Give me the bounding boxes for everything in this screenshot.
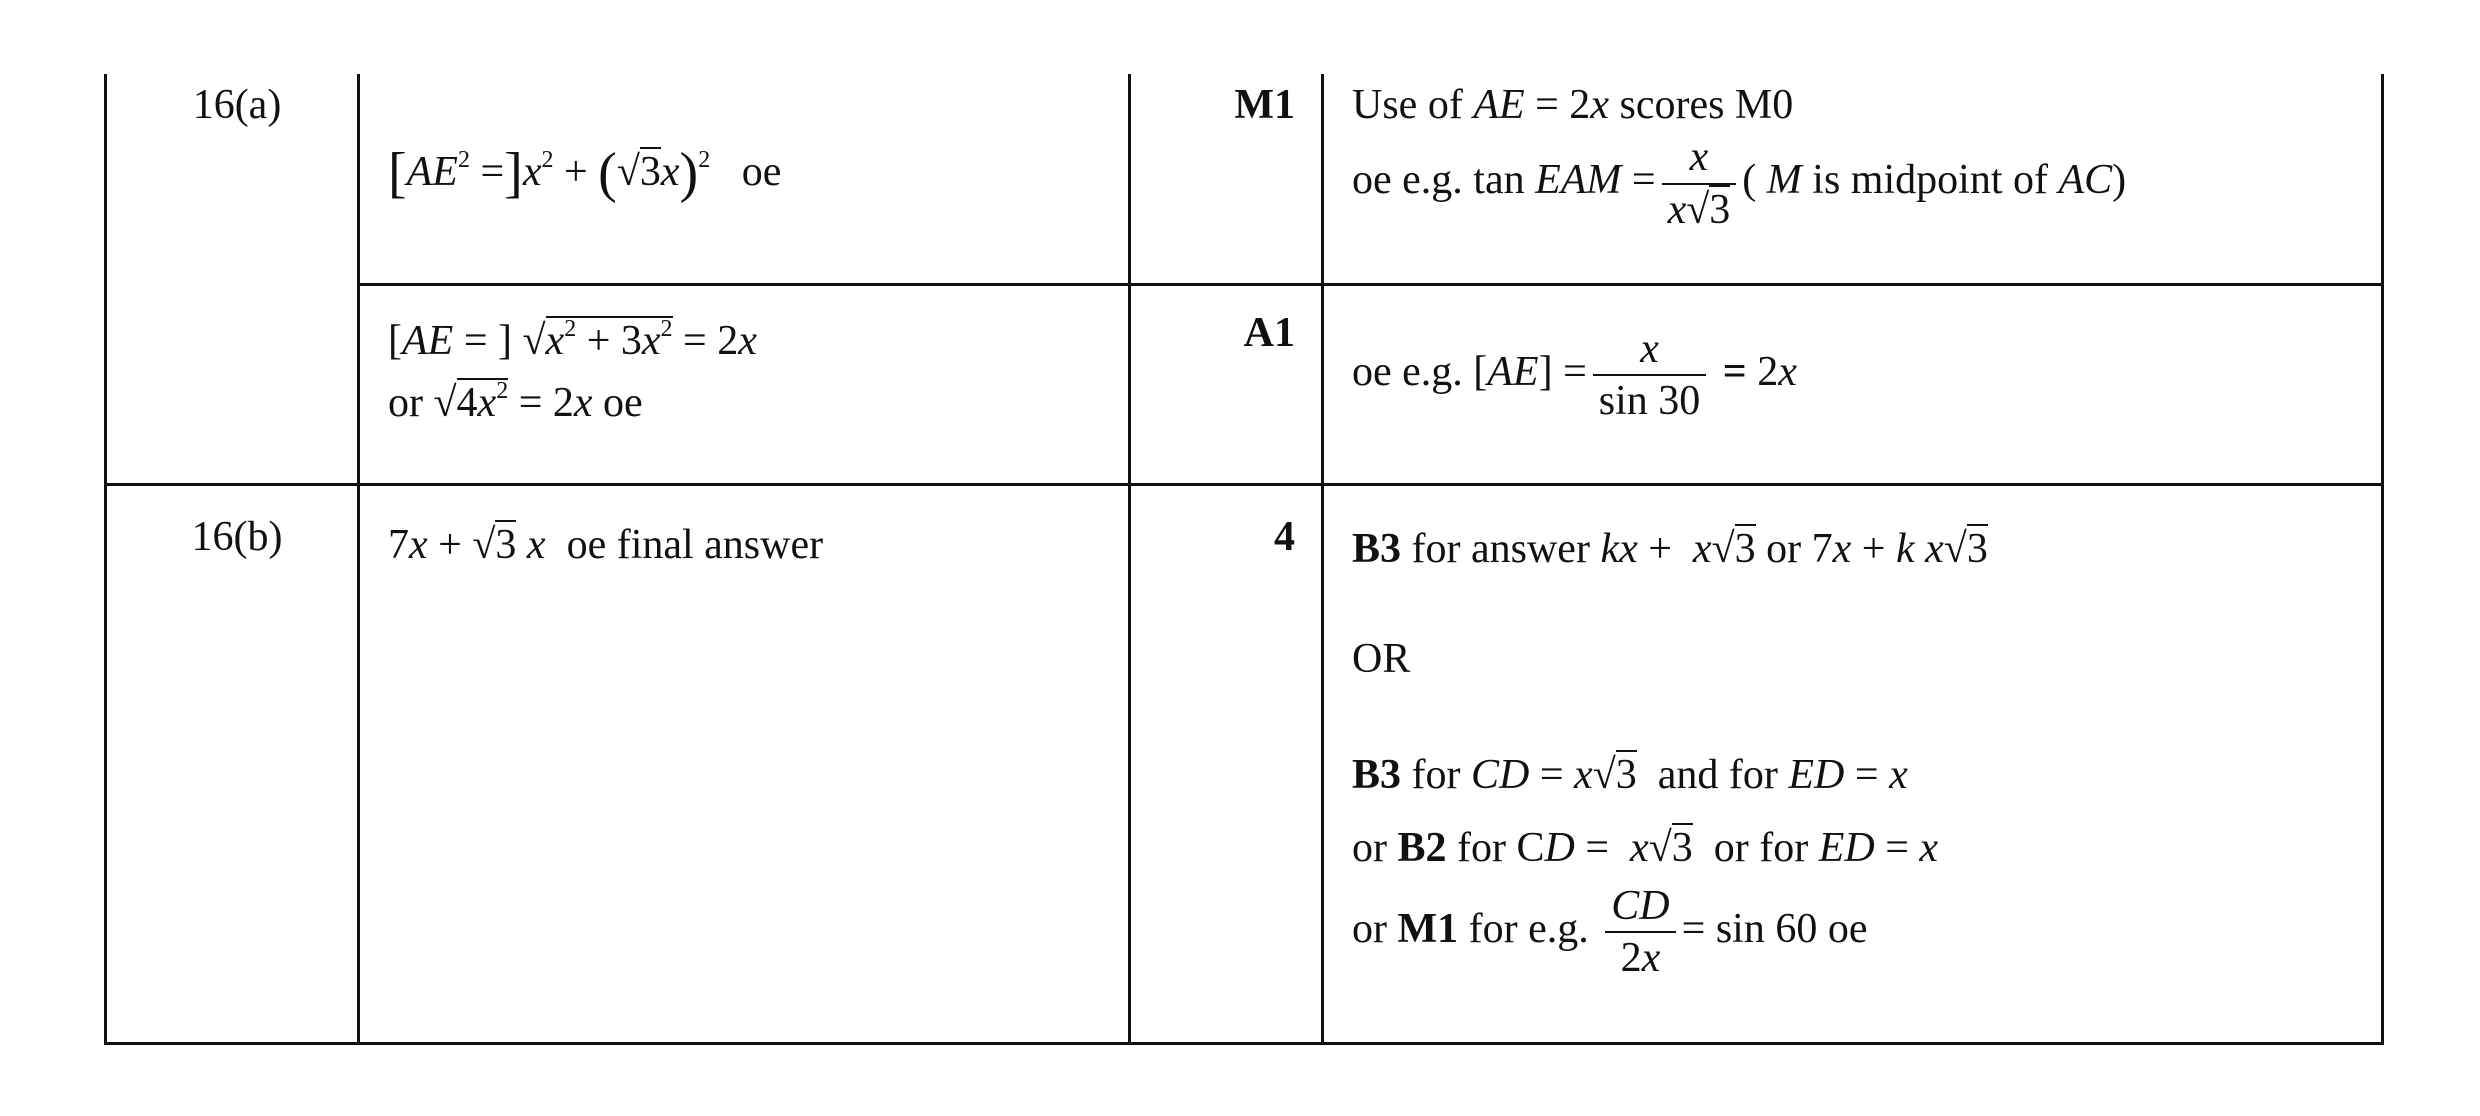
answer-line: [AE = ] $√x^2 + 3x^2 = 2x$ bbox=[388, 315, 757, 364]
note-line: or B2 for CD = x√3 or for ED = x bbox=[1352, 824, 1939, 871]
note-or: OR bbox=[1352, 635, 1411, 682]
notes-cell bbox=[1323, 284, 2383, 484]
answer-cell bbox=[359, 484, 1130, 1043]
question-number: 16(a) bbox=[192, 82, 282, 128]
oe-label: oe bbox=[741, 149, 782, 195]
note-line: B3 for CD = x√3 and for ED = x bbox=[1352, 752, 1908, 799]
answer-expression bbox=[360, 286, 1128, 429]
notes-cell bbox=[1323, 484, 2383, 1043]
answer-expression: 7x + √3 x oe final answer bbox=[388, 521, 824, 568]
notes-text bbox=[1324, 486, 2381, 984]
final-answer-label: oe final answer bbox=[566, 521, 824, 568]
fraction: $\frac{x}{x√3}$ bbox=[1662, 132, 1737, 235]
mark-scheme-table bbox=[104, 74, 2384, 1045]
mark-cell bbox=[1130, 284, 1323, 484]
note-line: Use of AE = 2x scores M0 bbox=[1352, 82, 1794, 128]
fraction: $\frac{x}{\sin 30}$ bbox=[1593, 324, 1707, 427]
mark-cell bbox=[1130, 74, 1323, 284]
note-line: B3 for answer kx + x√3 or 7x + k x√3 bbox=[1352, 525, 1988, 572]
table-row bbox=[106, 74, 2383, 284]
question-cell bbox=[106, 74, 359, 484]
fraction: $\frac{CD}{2x}$ bbox=[1605, 881, 1675, 984]
notes-text: oe e.g. [AE] = $\frac{x}{\sin 30}$ = 2x bbox=[1324, 286, 2381, 427]
mark-cell bbox=[1130, 484, 1323, 1043]
answer-expression: $[AE^2 =]x^2 + (√3x)^2$ oe bbox=[388, 142, 782, 204]
answer-line: or $√4x^2 = 2x$ oe bbox=[388, 377, 643, 426]
question-cell bbox=[106, 484, 359, 1043]
notes-cell bbox=[1323, 74, 2383, 284]
note-line: or M1 for e.g. $\frac{CD}{2x}$ = sin 60 oe bbox=[1352, 881, 2381, 984]
mark-code: M1 bbox=[1234, 82, 1295, 128]
mark-code: A1 bbox=[1243, 309, 1295, 356]
table-row bbox=[106, 284, 2383, 484]
table-row bbox=[106, 484, 2383, 1043]
notes-text bbox=[1324, 74, 2381, 235]
answer-cell bbox=[359, 74, 1130, 284]
note-line: oe e.g. tan EAM = $\frac{x}{x√3}$ ( M is midpoint of AC) bbox=[1352, 132, 2381, 235]
answer-cell bbox=[359, 284, 1130, 484]
mark-code: 4 bbox=[1274, 513, 1295, 560]
question-number: 16(b) bbox=[191, 513, 283, 560]
